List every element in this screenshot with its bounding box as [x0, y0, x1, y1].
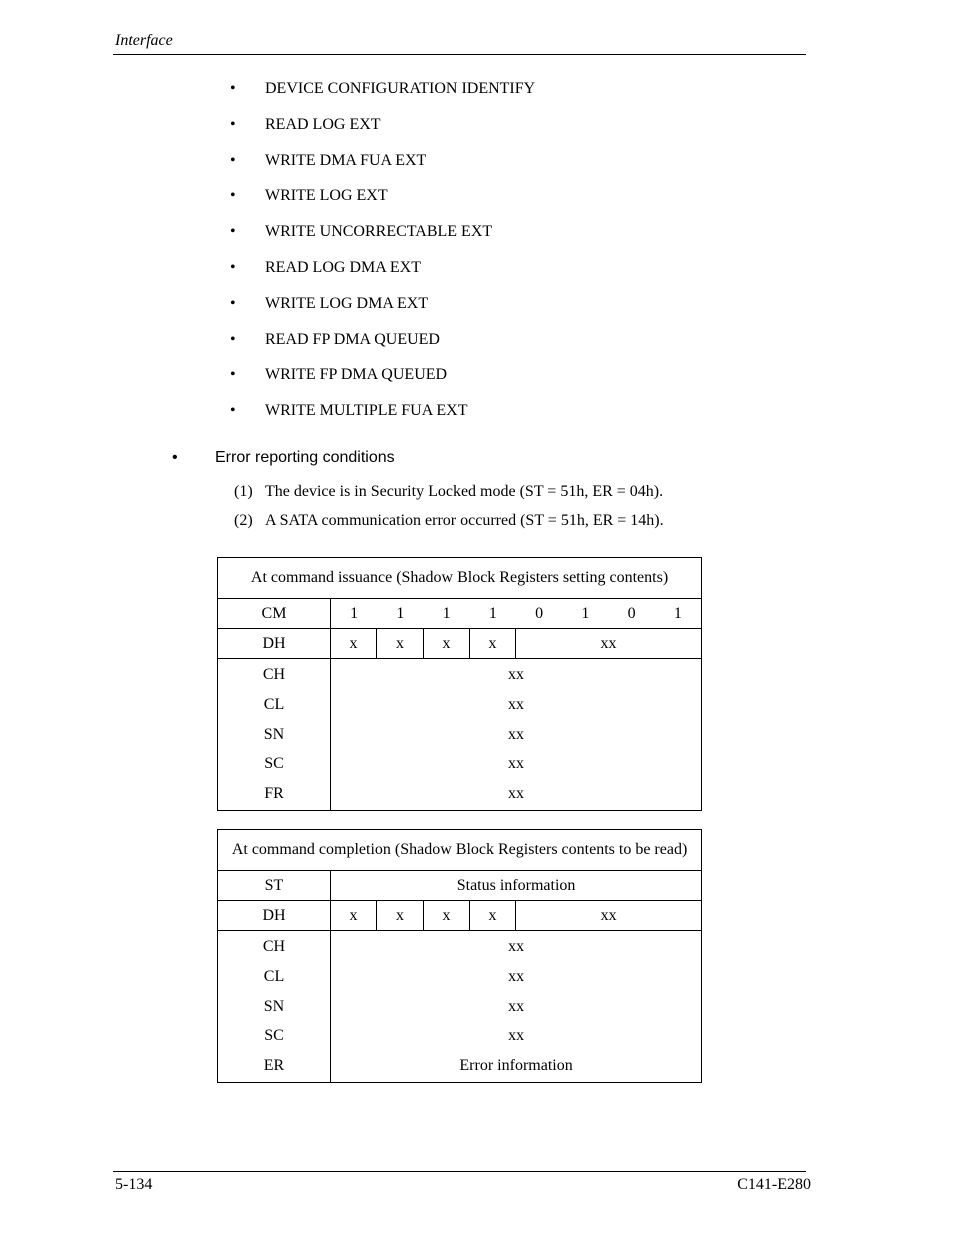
- page-number: 5-134: [115, 1176, 153, 1193]
- condition-text: The device is in Security Locked mode (ST = 51h, ER = 04h).: [265, 483, 664, 500]
- bullet: •: [230, 151, 236, 169]
- header-rule: [113, 54, 806, 55]
- register-value: xx: [508, 1027, 525, 1045]
- register-value: xx: [508, 695, 525, 713]
- condition-text: A SATA communication error occurred (ST = 51h, ER = 14h).: [265, 512, 664, 529]
- register-value: xx: [508, 785, 525, 803]
- document-id: C141-E280: [737, 1176, 811, 1193]
- st-row: [218, 871, 702, 901]
- bullet: •: [230, 366, 236, 384]
- register-value: xx: [508, 938, 525, 955]
- condition-number: (2): [234, 512, 253, 529]
- bullet: •: [230, 223, 236, 241]
- bit-value: 0: [535, 604, 544, 622]
- bit-value: 1: [350, 604, 359, 622]
- footer-rule: [113, 1171, 806, 1172]
- command-name: DEVICE CONFIGURATION IDENTIFY: [265, 80, 536, 97]
- bit-value: x: [377, 901, 424, 931]
- bit-value: x: [377, 629, 424, 659]
- error-section-title: Error reporting conditions: [215, 449, 395, 466]
- register-rows: [218, 659, 702, 811]
- bit-value: x: [331, 901, 377, 931]
- register-label: CL: [263, 695, 285, 713]
- table-caption: At command issuance (Shadow Block Registers setting contents): [218, 558, 702, 599]
- bullet: •: [230, 402, 236, 420]
- command-name: WRITE MULTIPLE FUA EXT: [265, 402, 468, 420]
- bit-value: x: [470, 901, 516, 931]
- command-name: WRITE FP DMA QUEUED: [265, 366, 448, 384]
- bit-value: 1: [488, 604, 497, 622]
- register-value: xx: [508, 967, 525, 985]
- bit-value: x: [470, 629, 516, 659]
- command-name: WRITE LOG DMA EXT: [265, 294, 429, 312]
- command-name: READ LOG EXT: [265, 115, 381, 133]
- bullet: •: [230, 80, 236, 97]
- bit-value: 1: [673, 604, 682, 622]
- bit-value: 1: [442, 604, 451, 622]
- register-value: xx: [508, 666, 525, 683]
- dh-row: [218, 901, 702, 931]
- register-label: ER: [263, 1057, 285, 1075]
- bit-value: x: [424, 629, 470, 659]
- bit-value: x: [331, 629, 377, 659]
- register-value: xx: [508, 755, 525, 773]
- register-label: SC: [264, 1027, 284, 1045]
- register-label: CH: [262, 938, 286, 955]
- bit-value: xx: [516, 901, 702, 931]
- register-label: DH: [218, 629, 331, 659]
- command-name: WRITE DMA FUA EXT: [265, 151, 427, 169]
- register-label: SC: [264, 755, 284, 773]
- bit-value: 0: [627, 604, 636, 622]
- register-label: ST: [218, 871, 331, 901]
- dh-row: [218, 629, 702, 659]
- register-value: xx: [508, 725, 525, 743]
- register-label: SN: [263, 997, 285, 1015]
- register-label: DH: [218, 901, 331, 931]
- bullet: •: [230, 187, 236, 205]
- issuance-register-table: [217, 557, 702, 811]
- register-label: CH: [262, 666, 286, 683]
- register-labels: [218, 659, 331, 811]
- section-bullet: •: [172, 449, 178, 466]
- register-values: [331, 931, 702, 1083]
- bullet: •: [230, 258, 236, 276]
- command-name: WRITE UNCORRECTABLE EXT: [265, 223, 493, 241]
- register-value: xx: [508, 997, 525, 1015]
- register-label: CM: [218, 599, 331, 629]
- bullet: •: [230, 115, 236, 133]
- bit-value: x: [424, 901, 470, 931]
- command-name: WRITE LOG EXT: [265, 187, 388, 205]
- cm-row: [218, 599, 702, 629]
- command-name: READ FP DMA QUEUED: [265, 330, 440, 348]
- bit-value: 1: [581, 604, 590, 622]
- table-caption: At command completion (Shadow Block Registers contents to be read): [218, 830, 702, 871]
- bullet: •: [230, 330, 236, 348]
- register-value: Status information: [331, 871, 702, 901]
- register-label: SN: [263, 725, 285, 743]
- register-rows: [218, 931, 702, 1083]
- condition-number: (1): [234, 483, 253, 500]
- register-label: FR: [264, 785, 284, 803]
- register-values: [331, 659, 702, 811]
- bit-value: 1: [396, 604, 405, 622]
- running-header: Interface: [115, 32, 173, 49]
- register-label: CL: [263, 967, 285, 985]
- bit-value: xx: [516, 629, 702, 659]
- register-value: Error information: [459, 1057, 573, 1075]
- cm-bits: [331, 599, 702, 629]
- register-labels: [218, 931, 331, 1083]
- bullet: •: [230, 294, 236, 312]
- command-name: READ LOG DMA EXT: [265, 258, 421, 276]
- completion-register-table: [217, 829, 702, 1083]
